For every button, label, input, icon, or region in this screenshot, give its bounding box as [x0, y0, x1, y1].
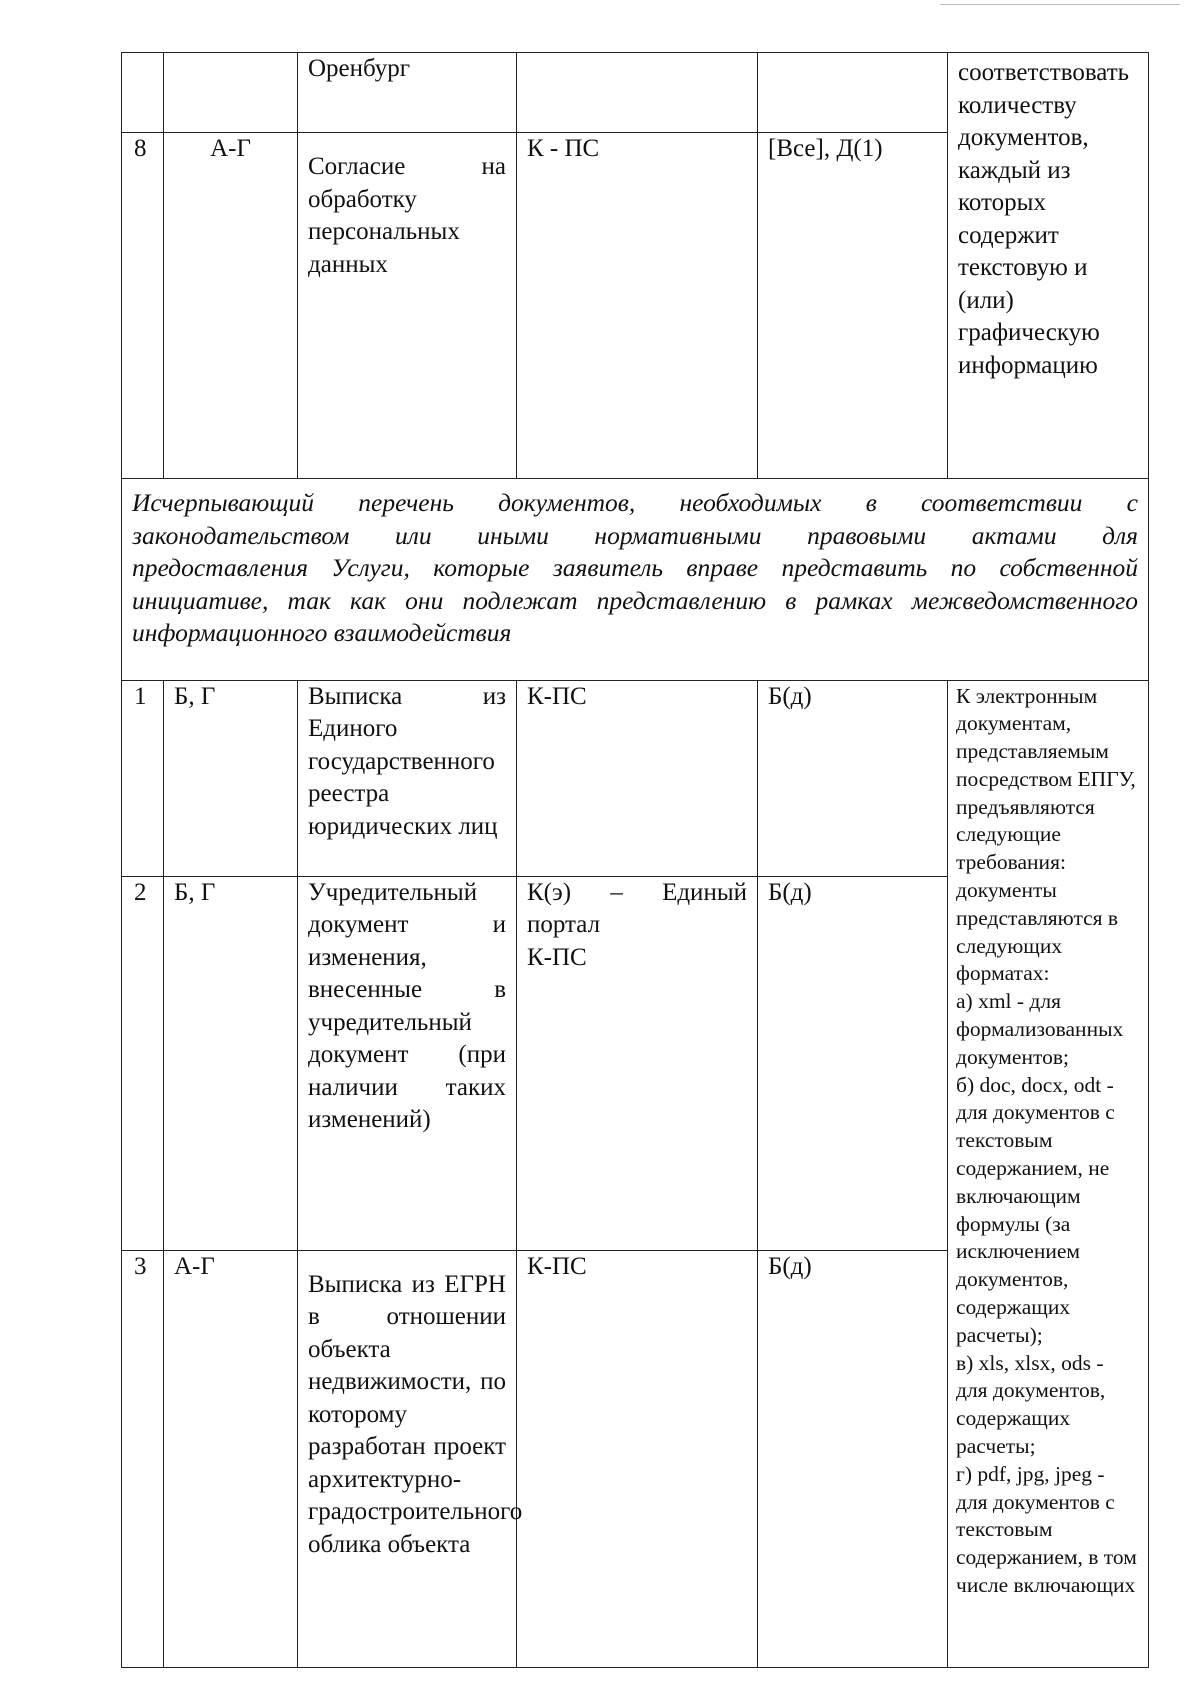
cell-requirements	[948, 680, 1149, 1667]
section-heading-row	[122, 479, 1149, 681]
cell-method: К - ПС	[517, 133, 758, 479]
cell-doc-name: Оренбург	[298, 53, 517, 133]
cell-num	[122, 53, 164, 133]
table-row	[122, 680, 1149, 876]
documents-table	[121, 52, 1149, 1668]
cell-num: 8	[122, 133, 164, 479]
requirements-line: г) pdf, jpg, jpeg - для документов с текстовым содержанием, в том числе включающих	[956, 1461, 1137, 1597]
requirements-line: б) doc, docx, odt - для документов с текстовым содержанием, не включающим формулы (за исключением документов, содержащих расчеты);	[956, 1072, 1115, 1347]
cell-applicant: Б(д)	[758, 680, 948, 876]
method-line: К-ПС	[527, 943, 587, 971]
cell-num: 3	[122, 1250, 164, 1667]
cell-num: 1	[122, 680, 164, 876]
cell-category: А-Г	[164, 1250, 298, 1667]
method-line: К(э) – Единый портал	[527, 878, 747, 938]
cell-category: Б, Г	[164, 876, 298, 1250]
section-line: информационного взаимодействия	[132, 618, 512, 647]
cell-category	[164, 53, 298, 133]
section-line: предоставления Услуги, которые заявитель вправе представить по собственной	[132, 553, 1138, 582]
cell-method	[517, 876, 758, 1250]
section-heading	[122, 479, 1149, 681]
cell-method: К-ПС	[517, 1250, 758, 1667]
cell-method	[517, 53, 758, 133]
cell-doc-name: Учредительный документ и изменения, внесенные в учредительный документ (при наличии таких изменений)	[298, 876, 517, 1250]
cell-category: А-Г	[164, 133, 298, 479]
table-row-continued	[122, 53, 1149, 133]
section-line: Исчерпывающий перечень документов, необходимых в соответствии с	[132, 488, 1138, 517]
requirements-line: К электронным документам, представляемым посредством ЕПГУ, предъявляются следующие требования: документы представляются в следующих форматах:	[956, 683, 1136, 986]
cell-doc-name: Согласие на обработку персональных данных	[298, 133, 517, 479]
requirements-line: а) xml - для формализованных документов;	[956, 989, 1124, 1069]
cell-num: 2	[122, 876, 164, 1250]
cell-category: Б, Г	[164, 680, 298, 876]
section-line: инициативе, так как они подлежат представлению в рамках межведомственного	[132, 585, 1138, 615]
cell-applicant: Б(д)	[758, 1250, 948, 1667]
cell-applicant: [Все], Д(1)	[758, 133, 948, 479]
cell-applicant	[758, 53, 948, 133]
cell-method: К-ПС	[517, 680, 758, 876]
cell-requirements: соответствовать количеству документов, каждый из которых содержит текстовую и (или) графическую информацию	[948, 53, 1149, 479]
cell-doc-name: Выписка из ЕГРН в отношении объекта недвижимости, по которому разработан проект архитектурно-градостроительного облика объекта	[298, 1250, 517, 1667]
section-line: законодательством или иными нормативными правовыми актами для	[132, 520, 1138, 550]
cell-applicant: Б(д)	[758, 876, 948, 1250]
cell-doc-name: Выписка из Единого государственного реестра юридических лиц	[298, 680, 517, 876]
page-header-edge	[940, 0, 1180, 5]
requirements-line: в) xls, xlsx, ods - для документов, содержащих расчеты;	[956, 1350, 1106, 1459]
